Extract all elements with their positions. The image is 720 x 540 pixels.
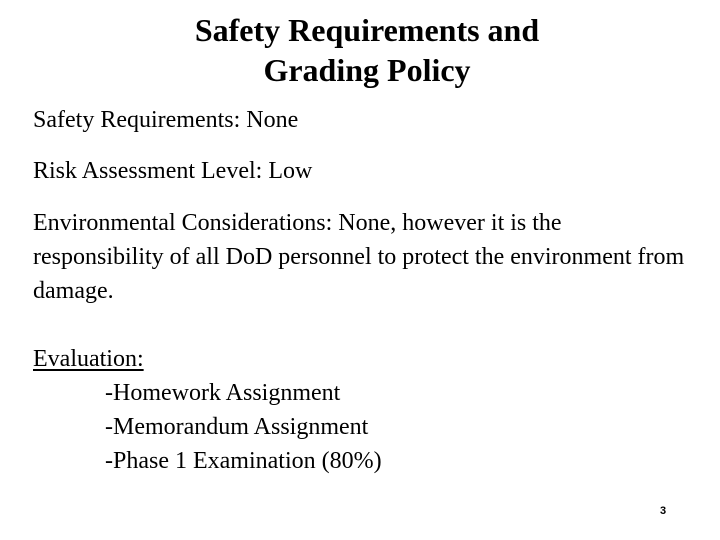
slide-title bbox=[0, 10, 720, 90]
environmental-considerations-text: Environmental Considerations: None, however it is the responsibility of all DoD personnel to protect the environment from damage. bbox=[33, 210, 685, 304]
evaluation-item-homework: -Homework Assignment bbox=[105, 380, 341, 406]
title-line-2: Grading Policy bbox=[263, 52, 471, 88]
evaluation-item-exam: -Phase 1 Examination (80%) bbox=[105, 448, 382, 474]
page-number: 3 bbox=[660, 505, 667, 517]
title-line-1: Safety Requirements and bbox=[194, 12, 540, 48]
evaluation-item-memorandum: -Memorandum Assignment bbox=[105, 414, 369, 440]
safety-requirements-text: Safety Requirements: None bbox=[33, 107, 299, 133]
evaluation-heading: Evaluation: bbox=[33, 346, 144, 372]
evaluation-list bbox=[105, 376, 382, 478]
risk-assessment-text: Risk Assessment Level: Low bbox=[33, 158, 313, 184]
